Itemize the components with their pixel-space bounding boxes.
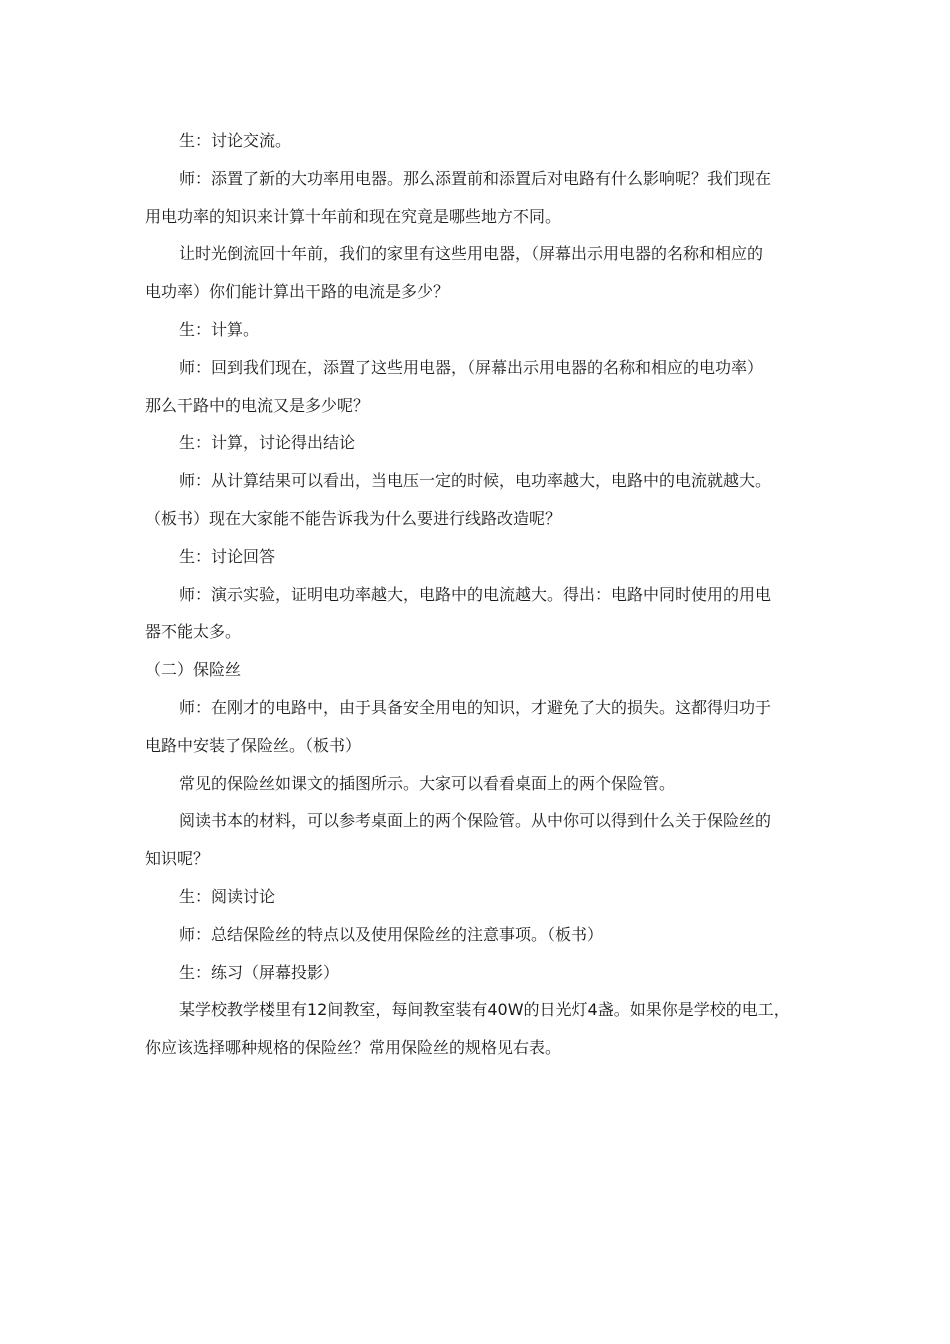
text-line: 知识呢？ — [145, 849, 210, 869]
text-line: 电功率）你们能计算出干路的电流是多少？ — [145, 282, 450, 302]
text-line: 师：在刚才的电路中，由于具备安全用电的知识，才避免了大的损失。这都得归功于 — [179, 697, 772, 717]
text-line: 生：计算，讨论得出结论 — [179, 433, 356, 453]
text-line: 生：阅读讨论 — [179, 886, 276, 906]
text-line: 某学校教学楼里有12间教室，每间教室装有40W的日光灯4盏。如果你是学校的电工， — [179, 1000, 790, 1020]
text-line: 用电功率的知识来计算十年前和现在究竟是哪些地方不同。 — [145, 206, 562, 226]
text-line: 电路中安装了保险丝。（板书） — [145, 735, 362, 755]
text-line: 师：从计算结果可以看出，当电压一定的时候，电功率越大，电路中的电流就越大。 — [179, 471, 772, 491]
text-line: 师：回到我们现在，添置了这些用电器，（屏幕出示用电器的名称和相应的电功率） — [179, 357, 764, 377]
text-line: 师：演示实验，证明电功率越大，电路中的电流越大。得出：电路中同时使用的用电 — [179, 584, 772, 604]
text-line: 让时光倒流回十年前，我们的家里有这些用电器，（屏幕出示用电器的名称和相应的 — [179, 244, 764, 264]
text-line: （板书）现在大家能不能告诉我为什么要进行线路改造呢？ — [145, 508, 562, 528]
text-line: 生：讨论交流。 — [179, 131, 292, 150]
text-line: 生：讨论回答 — [179, 546, 276, 566]
text-line: 常见的保险丝如课文的插图所示。大家可以看看桌面上的两个保险管。 — [179, 773, 676, 793]
text-line: 那么干路中的电流又是多少呢？ — [145, 395, 370, 415]
section-heading: （二）保险丝 — [145, 660, 242, 680]
text-line: 生：练习（屏幕投影） — [179, 962, 340, 982]
document-body — [145, 122, 815, 1067]
text-line: 阅读书本的材料，可以参考桌面上的两个保险管。从中你可以得到什么关于保险丝的 — [179, 811, 772, 831]
text-line: 你应该选择哪种规格的保险丝？常用保险丝的规格见右表。 — [145, 1038, 562, 1058]
text-line: 生：计算。 — [179, 319, 260, 339]
text-line: 师：总结保险丝的特点以及使用保险丝的注意事项。（板书） — [179, 924, 604, 944]
text-line: 师：添置了新的大功率用电器。那么添置前和添置后对电路有什么影响呢？我们现在 — [179, 168, 772, 188]
text-line: 器不能太多。 — [145, 622, 242, 642]
